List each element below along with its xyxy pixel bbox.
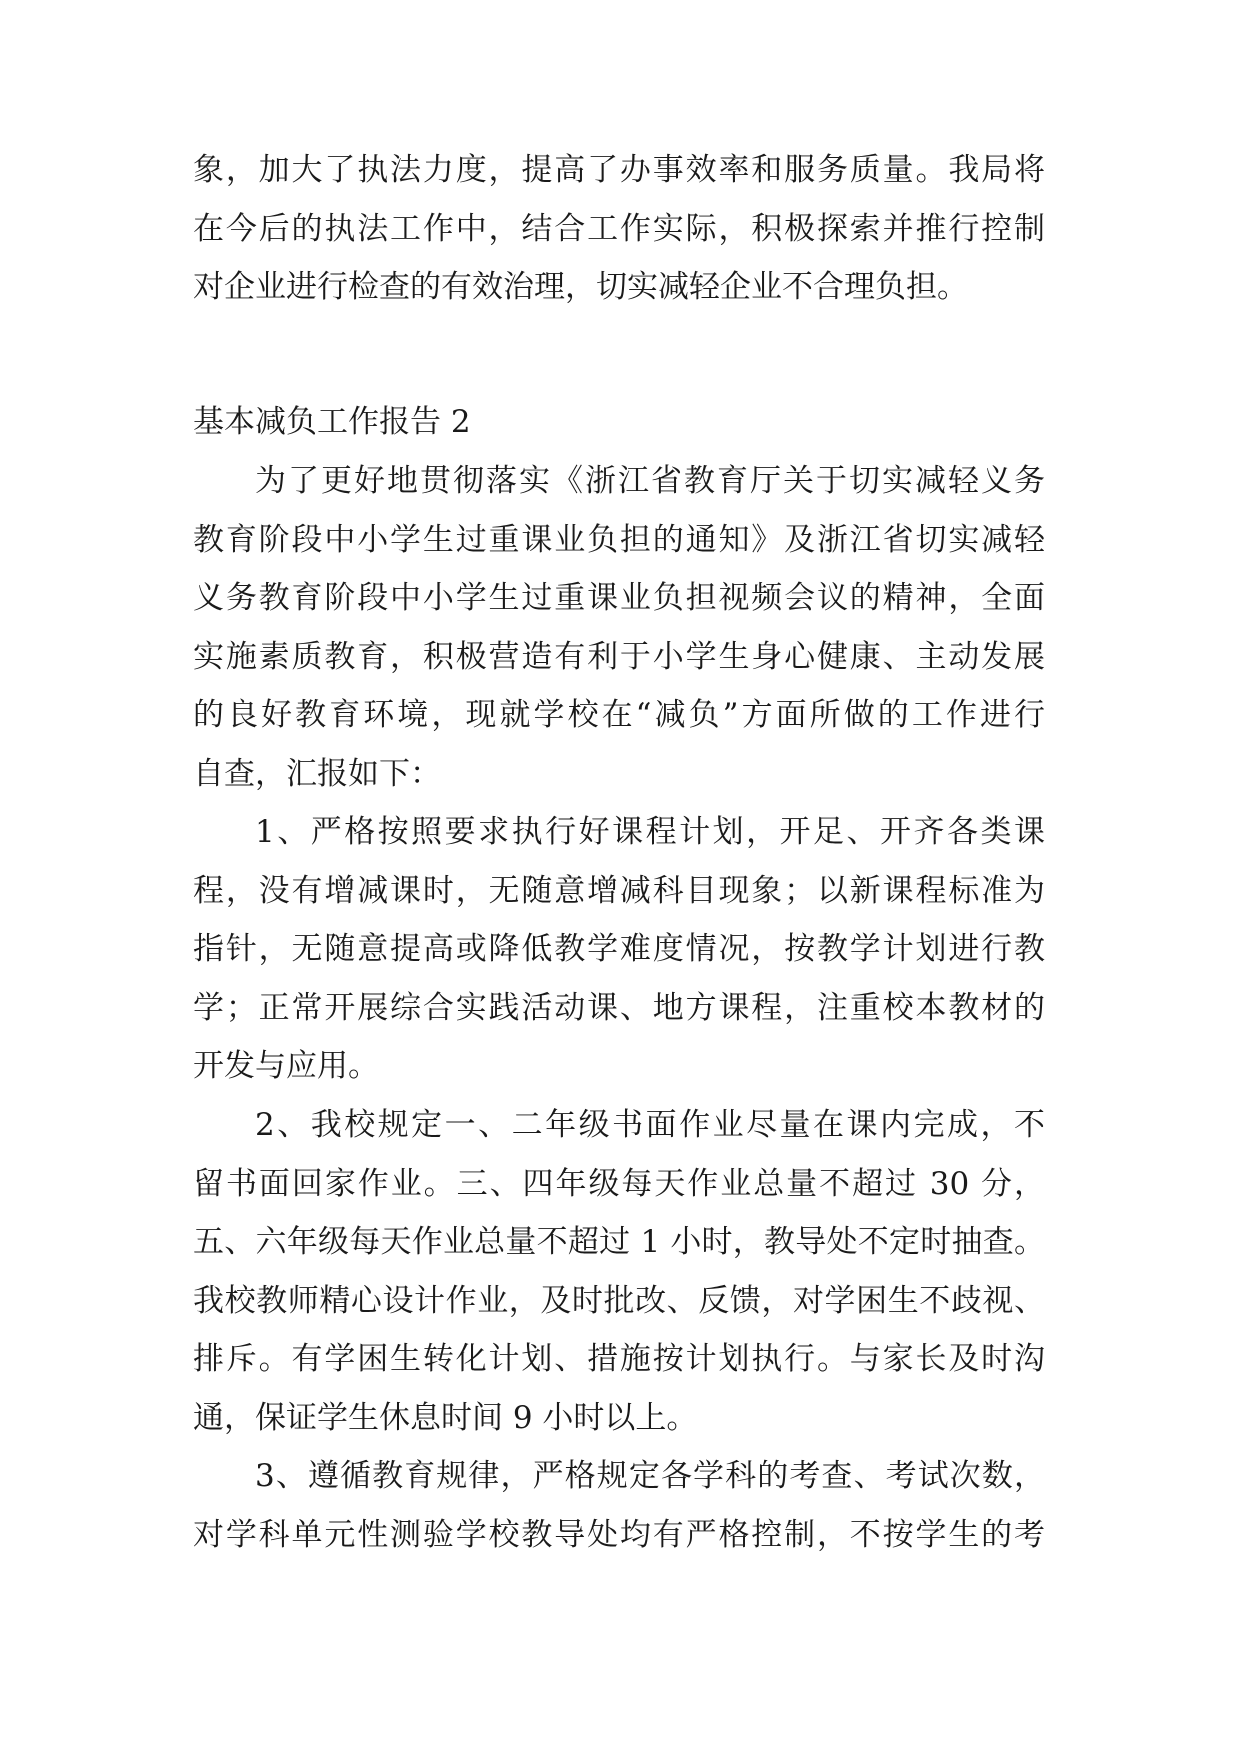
text-line: 排斥。有学困生转化计划、措施按计划执行。与家长及时沟 — [193, 1341, 1045, 1377]
text-line: 我校教师精心设计作业，及时批改、反馈，对学困生不歧视、 — [193, 1282, 1045, 1319]
text-line: 教育阶段中小学生过重课业负担的通知》及浙江省切实减轻 — [193, 521, 1045, 558]
text-line: 实施素质教育，积极营造有利于小学生身心健康、主动发展 — [193, 638, 1045, 675]
text-line: 程，没有增减课时，无随意增减科目现象；以新课程标准为 — [193, 872, 1045, 909]
text-line: 1、严格按照要求执行好课程计划，开足、开齐各类课 — [255, 814, 1045, 850]
section-title: 基本减负工作报告 2 — [193, 404, 471, 440]
paragraph-2 — [193, 803, 1045, 1096]
text-line: 为了更好地贯彻落实《浙江省教育厅关于切实减轻义务 — [255, 463, 1045, 499]
text-line: 对企业进行检查的有效治理，切实减轻企业不合理负担。 — [193, 269, 968, 305]
intro-paragraph — [193, 141, 1045, 317]
paragraph-3 — [193, 1096, 1045, 1447]
paragraph-4 — [193, 1447, 1045, 1564]
text-line: 自查，汇报如下： — [193, 755, 441, 792]
text-line: 象，加大了执法力度，提高了办事效率和服务质量。我局将 — [193, 152, 1045, 188]
text-line: 对学科单元性测验学校教导处均有严格控制，不按学生的考 — [193, 1516, 1045, 1553]
paragraph-1 — [193, 452, 1045, 803]
text-line: 在今后的执法工作中，结合工作实际，积极探索并推行控制 — [193, 210, 1045, 247]
text-line: 通，保证学生休息时间 9 小时以上。 — [193, 1399, 698, 1436]
text-line: 义务教育阶段中小学生过重课业负担视频会议的精神，全面 — [193, 580, 1045, 616]
text-line: 留书面回家作业。三、四年级每天作业总量不超过 30 分， — [193, 1165, 1045, 1202]
text-line: 3、遵循教育规律，严格规定各学科的考查、考试次数， — [255, 1458, 1045, 1494]
text-line: 的良好教育环境，现就学校在“减负”方面所做的工作进行 — [193, 697, 1045, 733]
text-line: 指针，无随意提高或降低教学难度情况，按教学计划进行教 — [193, 931, 1045, 967]
text-line: 2、我校规定一、二年级书面作业尽量在课内完成，不 — [255, 1107, 1045, 1143]
text-line: 开发与应用。 — [193, 1048, 379, 1084]
text-line: 学；正常开展综合实践活动课、地方课程，注重校本教材的 — [193, 989, 1045, 1026]
text-line: 五、六年级每天作业总量不超过 1 小时，教导处不定时抽查。 — [193, 1224, 1045, 1260]
